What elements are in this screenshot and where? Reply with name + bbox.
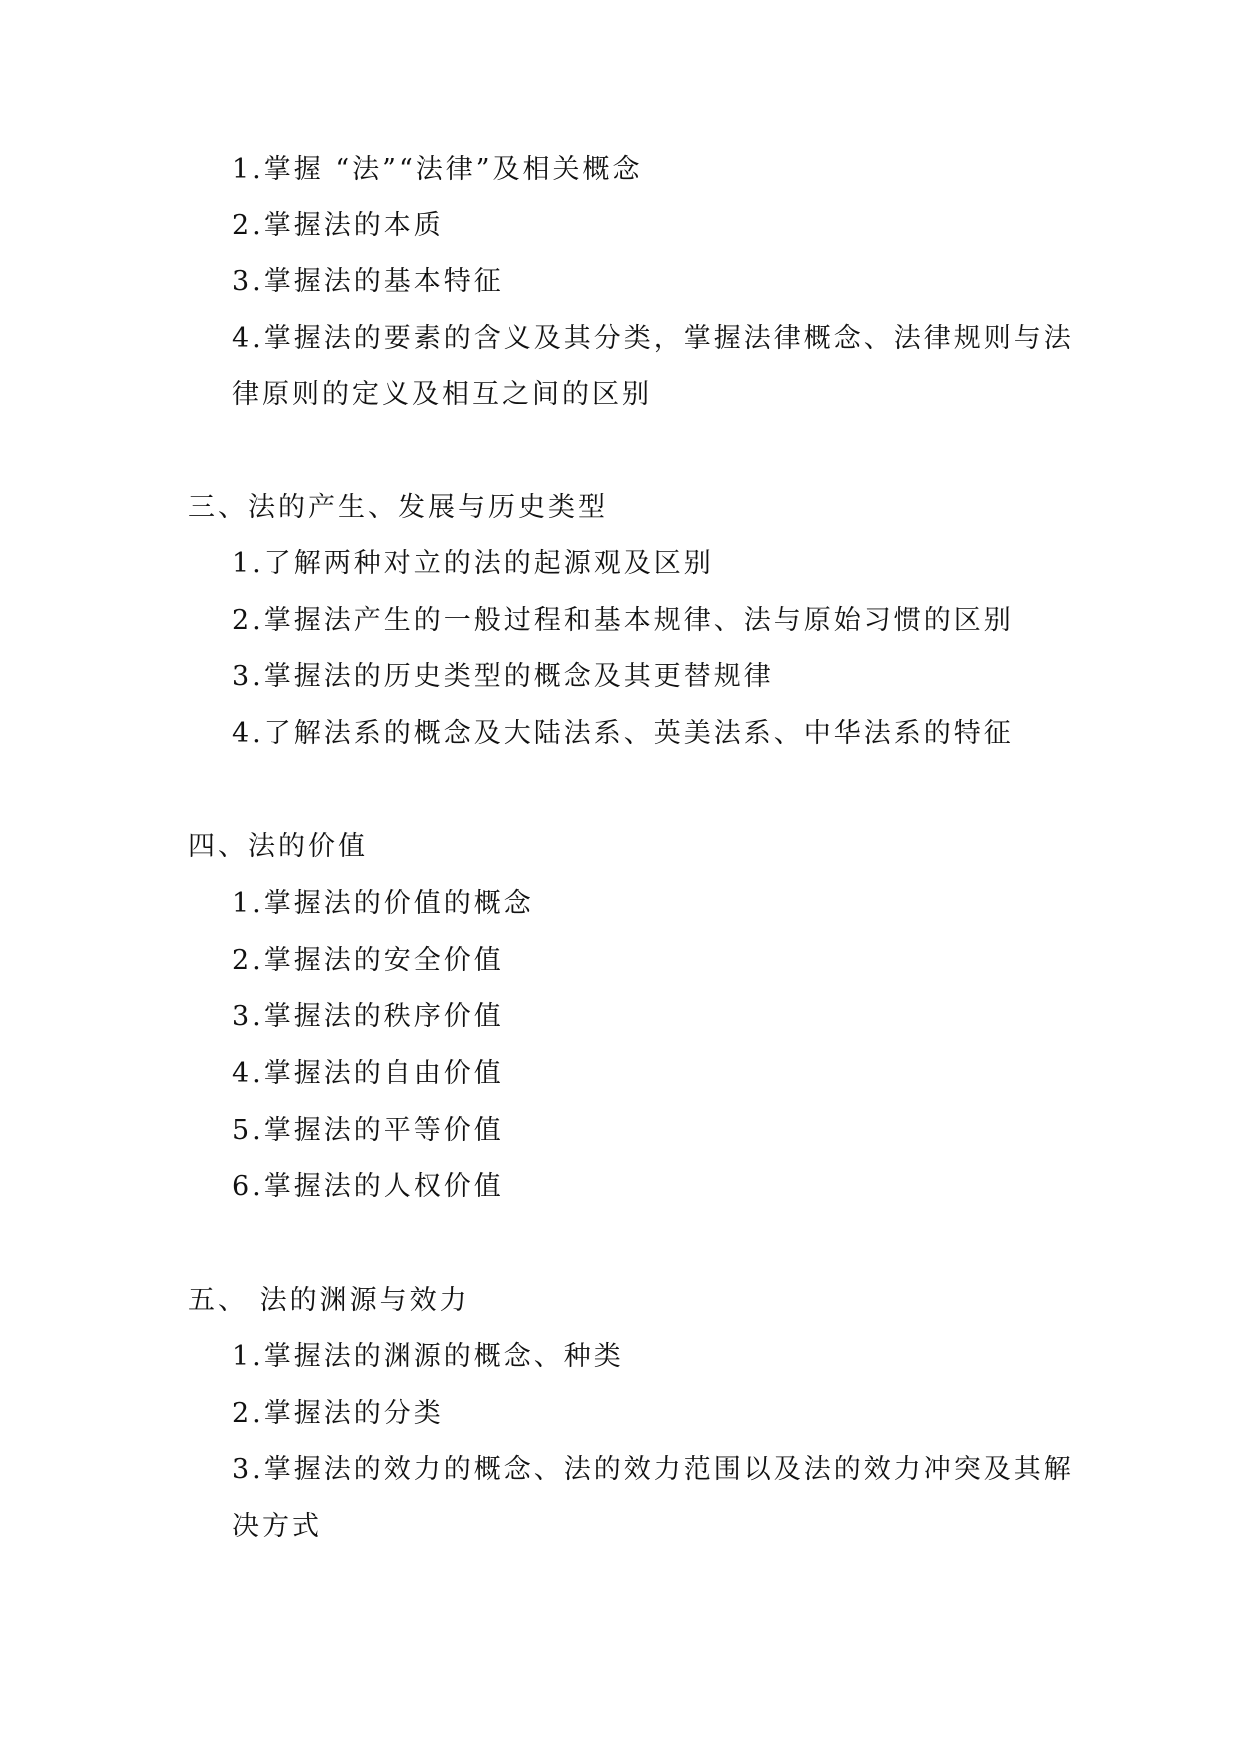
list-item: 1.掌握法的渊源的概念、种类 bbox=[232, 1341, 624, 1372]
list-item: 5.掌握法的平等价值 bbox=[232, 1115, 504, 1146]
list-item: 3.掌握法的历史类型的概念及其更替规律 bbox=[232, 661, 774, 692]
section-heading: 五、 法的渊源与效力 bbox=[188, 1285, 470, 1316]
section-heading: 四、法的价值 bbox=[188, 831, 368, 862]
list-item: 3.掌握法的秩序价值 bbox=[232, 1001, 504, 1032]
list-item: 2.掌握法的本质 bbox=[232, 210, 444, 241]
list-item-continuation: 决方式 bbox=[232, 1511, 322, 1542]
list-item: 6.掌握法的人权价值 bbox=[232, 1171, 504, 1202]
list-item: 3.掌握法的效力的概念、法的效力范围以及法的效力冲突及其解 bbox=[232, 1454, 1074, 1485]
list-item-continuation: 律原则的定义及相互之间的区别 bbox=[232, 379, 652, 410]
list-item: 4.了解法系的概念及大陆法系、英美法系、中华法系的特征 bbox=[232, 718, 1014, 749]
list-item: 1.掌握 “法”“法律”及相关概念 bbox=[232, 154, 643, 185]
list-item: 3.掌握法的基本特征 bbox=[232, 266, 504, 297]
list-item: 1.掌握法的价值的概念 bbox=[232, 888, 534, 919]
list-item: 4.掌握法的要素的含义及其分类，掌握法律概念、法律规则与法 bbox=[232, 323, 1074, 354]
list-item: 2.掌握法的安全价值 bbox=[232, 945, 504, 976]
section-heading: 三、法的产生、发展与历史类型 bbox=[188, 492, 608, 523]
list-item: 2.掌握法产生的一般过程和基本规律、法与原始习惯的区别 bbox=[232, 605, 1014, 636]
list-item: 1.了解两种对立的法的起源观及区别 bbox=[232, 548, 714, 579]
list-item: 2.掌握法的分类 bbox=[232, 1398, 444, 1429]
list-item: 4.掌握法的自由价值 bbox=[232, 1058, 504, 1089]
